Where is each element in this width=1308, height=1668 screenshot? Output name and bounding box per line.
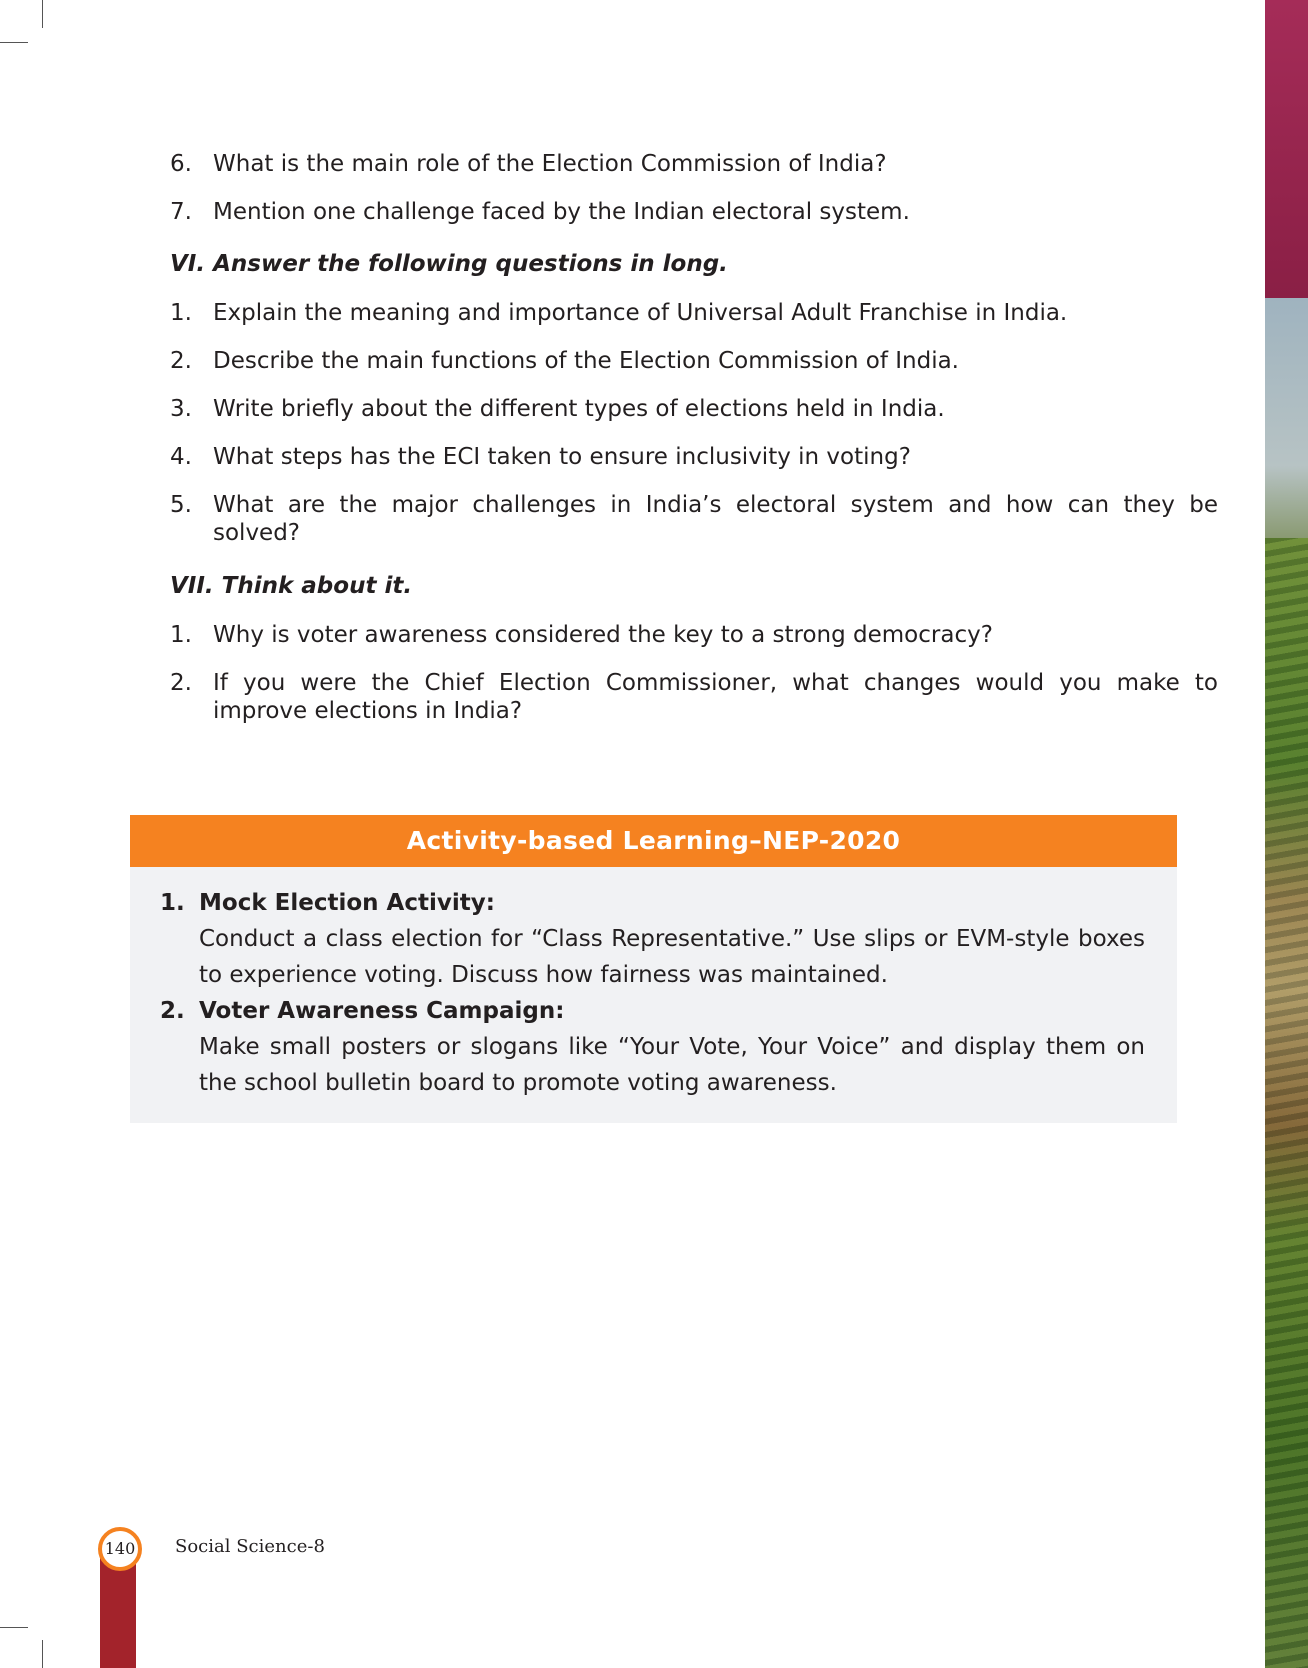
activity-header: Activity-based Learning–NEP-2020 [130, 815, 1177, 867]
crop-mark [0, 1627, 28, 1628]
item-text: Explain the meaning and importance of Universal Adult Franchise in India. [213, 300, 1068, 326]
page-number-badge [98, 1527, 142, 1571]
item-number: 5. [170, 492, 192, 518]
item-text: If you were the Chief Election Commissioner, what changes would you make to improve elections in India? [213, 670, 1218, 724]
activity-item-title: Mock Election Activity: [199, 890, 495, 916]
item-text: What are the major challenges in India’s electoral system and how can they be solved? [213, 492, 1218, 546]
activity-item-title: Voter Awareness Campaign: [199, 998, 565, 1024]
activity-item-desc: Conduct a class election for “Class Representative.” Use slips or EVM-style boxes to experience voting. Discuss how fairness was maintained. [199, 926, 1145, 988]
crop-mark [42, 0, 43, 28]
item-number: 6. [170, 151, 192, 177]
section-heading-vi: VI. Answer the following questions in long. [170, 251, 728, 277]
item-text: What steps has the ECI taken to ensure inclusivity in voting? [213, 444, 911, 470]
strip-maroon-band [1265, 0, 1308, 298]
item-number: 1. [170, 300, 192, 326]
item-number: 7. [170, 199, 192, 225]
book-title: Social Science-8 [175, 1536, 325, 1557]
crop-mark [42, 1640, 43, 1668]
activity-item-desc: Make small posters or slogans like “Your Vote, Your Voice” and display them on the school bulletin board to promote voting awareness. [199, 1034, 1145, 1096]
item-text: Describe the main functions of the Election Commission of India. [213, 348, 959, 374]
item-number: 1. [170, 622, 192, 648]
item-number: 2. [170, 670, 192, 696]
item-text: Write briefly about the different types of elections held in India. [213, 396, 945, 422]
item-number: 3. [170, 396, 192, 422]
section-heading-vii: VII. Think about it. [170, 573, 413, 599]
page-number: 140 [104, 1539, 136, 1558]
crop-mark [0, 42, 28, 43]
item-text: Mention one challenge faced by the Indian electoral system. [213, 199, 910, 225]
item-number: 4. [170, 444, 192, 470]
activity-item-number: 2. [160, 998, 185, 1024]
activity-item-number: 1. [160, 890, 185, 916]
strip-building-photo [1265, 538, 1308, 1668]
item-text: What is the main role of the Election Commission of India? [213, 151, 887, 177]
item-text: Why is voter awareness considered the key to a strong democracy? [213, 622, 993, 648]
item-number: 2. [170, 348, 192, 374]
decorative-side-strip [1265, 0, 1308, 1668]
activity-box [130, 815, 1177, 1123]
